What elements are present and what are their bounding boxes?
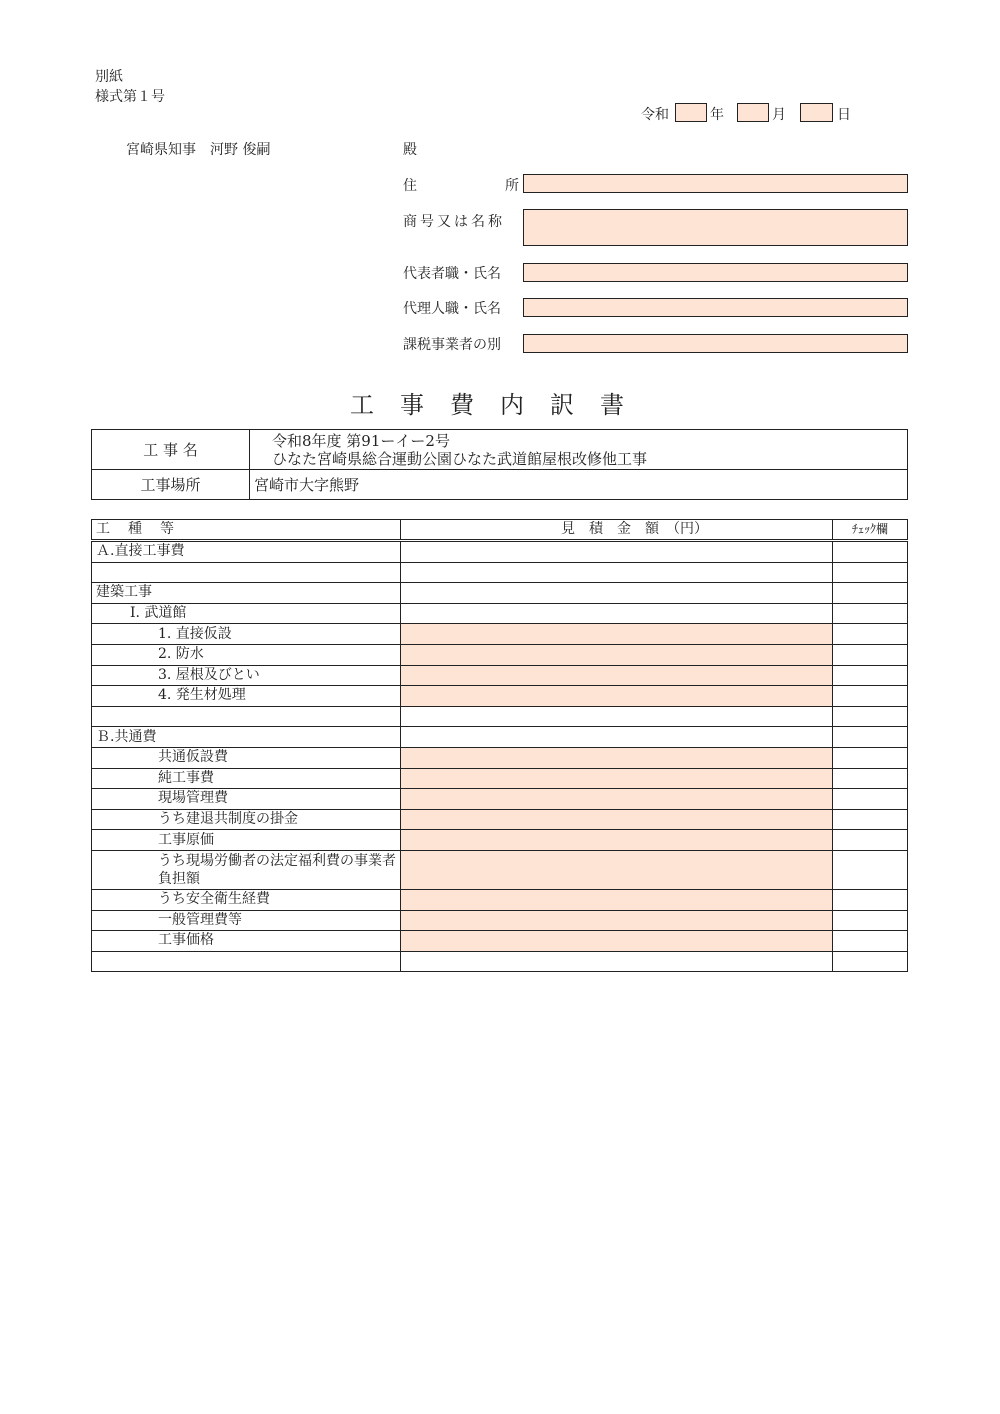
address-label-1: 住 (403, 178, 417, 194)
check-cell (833, 541, 908, 563)
tax-status-field[interactable] (523, 334, 908, 353)
era-label: 令和 (641, 107, 669, 123)
amount-field (401, 603, 833, 624)
table-row (92, 603, 908, 624)
amount-field[interactable] (401, 910, 833, 931)
amount-field[interactable] (401, 889, 833, 910)
check-cell (833, 910, 908, 931)
check-cell (833, 931, 908, 952)
agent-field[interactable] (523, 298, 908, 317)
row-label: うち建退共制度の掛金 (92, 809, 401, 830)
representative-field[interactable] (523, 263, 908, 282)
table-row (92, 951, 908, 972)
representative-label: 代表者職・氏名 (403, 266, 501, 282)
honorific: 殿 (403, 142, 417, 158)
check-cell (833, 727, 908, 748)
table-row (92, 789, 908, 810)
check-cell (833, 686, 908, 707)
addressee: 宮崎県知事 河野 俊嗣 (126, 142, 271, 158)
amount-field[interactable] (401, 850, 833, 889)
amount-field[interactable] (401, 809, 833, 830)
project-location-label: 工事場所 (92, 470, 250, 500)
row-label: Ｂ.共通費 (92, 727, 401, 748)
table-row (92, 706, 908, 727)
amount-field[interactable] (401, 789, 833, 810)
row-label (92, 562, 401, 583)
cost-breakdown-table (91, 519, 908, 972)
project-info-table (91, 429, 908, 500)
amount-field[interactable] (401, 665, 833, 686)
header-check: ﾁｪｯｸ欄 (833, 520, 908, 541)
day-unit: 日 (837, 107, 851, 123)
check-cell (833, 603, 908, 624)
row-label: うち安全衛生経費 (92, 889, 401, 910)
check-cell (833, 850, 908, 889)
table-row (92, 850, 908, 889)
amount-field (401, 541, 833, 563)
check-cell (833, 889, 908, 910)
check-cell (833, 665, 908, 686)
row-label: 建築工事 (92, 583, 401, 604)
row-label: 工事価格 (92, 931, 401, 952)
address-label-2: 所 (505, 178, 519, 194)
table-row (92, 809, 908, 830)
table-row (92, 727, 908, 748)
amount-field[interactable] (401, 830, 833, 851)
row-label: 一般管理費等 (92, 910, 401, 931)
table-row (92, 830, 908, 851)
amount-field[interactable] (401, 747, 833, 768)
check-cell (833, 583, 908, 604)
table-row (92, 931, 908, 952)
form-number: 様式第１号 (95, 89, 165, 105)
month-field[interactable] (737, 103, 769, 122)
row-label: 工事原価 (92, 830, 401, 851)
amount-field (401, 706, 833, 727)
project-location: 宮崎市大字熊野 (250, 470, 908, 500)
table-row (92, 665, 908, 686)
attachment-label: 別紙 (95, 69, 123, 85)
table-row (92, 644, 908, 665)
company-label: 商号又は名称 (403, 214, 505, 230)
month-unit: 月 (772, 107, 786, 123)
amount-field[interactable] (401, 768, 833, 789)
row-label: 3. 屋根及びとい (92, 665, 401, 686)
project-name (250, 430, 908, 470)
document-title: 工事費内訳書 (350, 391, 650, 419)
project-name-line1: 令和8年度 第91ーイー2号 (272, 431, 450, 450)
row-label: 1. 直接仮設 (92, 624, 401, 645)
project-name-line2: ひなた宮崎県総合運動公園ひなた武道館屋根改修他工事 (272, 449, 648, 468)
table-header-row (92, 520, 908, 541)
amount-field (401, 562, 833, 583)
table-row (92, 562, 908, 583)
check-cell (833, 830, 908, 851)
amount-field[interactable] (401, 686, 833, 707)
check-cell (833, 951, 908, 972)
check-cell (833, 747, 908, 768)
table-row (92, 889, 908, 910)
row-label: 現場管理費 (92, 789, 401, 810)
row-label: Ａ.直接工事費 (92, 541, 401, 563)
table-row (92, 686, 908, 707)
row-label (92, 706, 401, 727)
address-field[interactable] (523, 174, 908, 193)
row-label: 共通仮設費 (92, 747, 401, 768)
check-cell (833, 706, 908, 727)
table-row (92, 747, 908, 768)
row-label (92, 951, 401, 972)
table-row (92, 624, 908, 645)
amount-field (401, 951, 833, 972)
year-field[interactable] (675, 103, 707, 122)
company-field[interactable] (523, 209, 908, 246)
table-row (92, 910, 908, 931)
check-cell (833, 789, 908, 810)
row-label: 2. 防水 (92, 644, 401, 665)
amount-field (401, 727, 833, 748)
check-cell (833, 624, 908, 645)
check-cell (833, 809, 908, 830)
table-row (92, 541, 908, 563)
row-label: うち現場労働者の法定福利費の事業者負担額 (92, 850, 401, 889)
project-name-label: 工 事 名 (92, 430, 250, 470)
amount-field (401, 583, 833, 604)
amount-field[interactable] (401, 624, 833, 645)
amount-field[interactable] (401, 644, 833, 665)
table-row (92, 583, 908, 604)
table-row (92, 768, 908, 789)
row-label: 4. 発生材処理 (92, 686, 401, 707)
year-unit: 年 (710, 107, 724, 123)
day-field[interactable] (800, 103, 833, 122)
row-label: Ⅰ. 武道館 (92, 603, 401, 624)
header-category: 工 種 等 (92, 520, 401, 541)
tax-status-label: 課税事業者の別 (403, 337, 501, 353)
check-cell (833, 562, 908, 583)
row-label: 純工事費 (92, 768, 401, 789)
check-cell (833, 644, 908, 665)
check-cell (833, 768, 908, 789)
header-amount: 見 積 金 額 （円） (401, 520, 833, 541)
agent-label: 代理人職・氏名 (403, 301, 501, 317)
amount-field[interactable] (401, 931, 833, 952)
